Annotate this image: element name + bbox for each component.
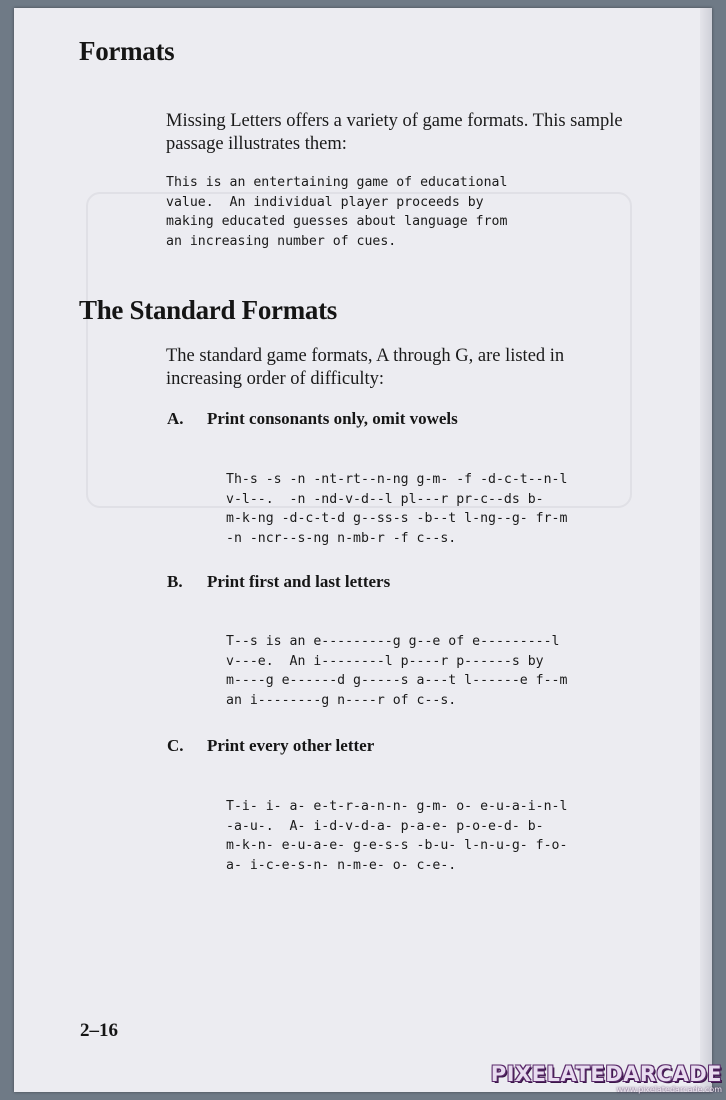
example-line: m----g e------d g-----s a---t l------e f--m: [226, 673, 568, 689]
example-line: v-l--. -n -nd-v-d--l pl---r pr-c--ds b-: [226, 491, 544, 507]
example-line: a- i-c-e-s-n- n-m-e- o- c-e-.: [226, 857, 457, 873]
format-letter: B.: [167, 572, 183, 591]
format-c-example: [226, 797, 567, 875]
format-c-heading: [167, 736, 374, 756]
example-line: -a-u-. A- i-d-v-d-a- p-a-e- p-o-e-d- b-: [226, 818, 544, 834]
format-title: Print consonants only, omit vowels: [207, 409, 458, 428]
example-line: Th-s -s -n -nt-rt--n-ng g-m- -f -d-c-t--n-l: [226, 472, 568, 487]
section-title-formats: Formats: [79, 36, 175, 66]
watermark-logo: [491, 1063, 722, 1095]
format-b-heading: [167, 572, 390, 592]
format-title: Print every other letter: [207, 736, 375, 755]
sample-line: This is an entertaining game of educational: [166, 175, 508, 190]
format-a-example: [226, 470, 567, 548]
format-b-example: [226, 632, 567, 710]
sample-passage: [166, 173, 507, 251]
example-line: T--s is an e---------g g--e of e---------l: [226, 634, 560, 649]
formats-intro: Missing Letters offers a variety of game formats. This sample passage illustrates them:: [166, 111, 623, 154]
format-title: Print first and last letters: [207, 572, 391, 591]
page-number: 2–16: [80, 1020, 118, 1041]
watermark-url: www.pixelatedarcade.com: [616, 1085, 722, 1094]
format-letter: C.: [167, 736, 184, 755]
sample-line: an increasing number of cues.: [166, 233, 397, 249]
format-a-heading: [167, 409, 458, 429]
sample-line: making educated guesses about language from: [166, 214, 508, 230]
example-line: -n -ncr--s-ng n-mb-r -f c--s.: [226, 530, 457, 546]
example-line: v---e. An i--------l p----r p------s by: [226, 653, 544, 669]
example-line: m-k-ng -d-c-t-d g--ss-s -b--t l-ng--g- fr-m: [226, 511, 568, 527]
section-title-standard-formats: The Standard Formats: [79, 295, 338, 325]
sample-line: value. An individual player proceeds by: [166, 194, 484, 210]
document-page: [14, 8, 712, 1092]
standard-formats-intro: The standard game formats, A through G, are listed in increasing order of difficulty:: [166, 346, 565, 389]
format-letter: A.: [167, 409, 184, 428]
watermark-name: PIXELATEDARCADE: [490, 1062, 722, 1086]
example-line: an i--------g n----r of c--s.: [226, 692, 457, 708]
page-edge: [700, 8, 712, 1092]
example-line: T-i- i- a- e-t-r-a-n-n- g-m- o- e-u-a-i-n-l: [226, 799, 568, 814]
example-line: m-k-n- e-u-a-e- g-e-s-s -b-u- l-n-u-g- f-o-: [226, 838, 568, 854]
